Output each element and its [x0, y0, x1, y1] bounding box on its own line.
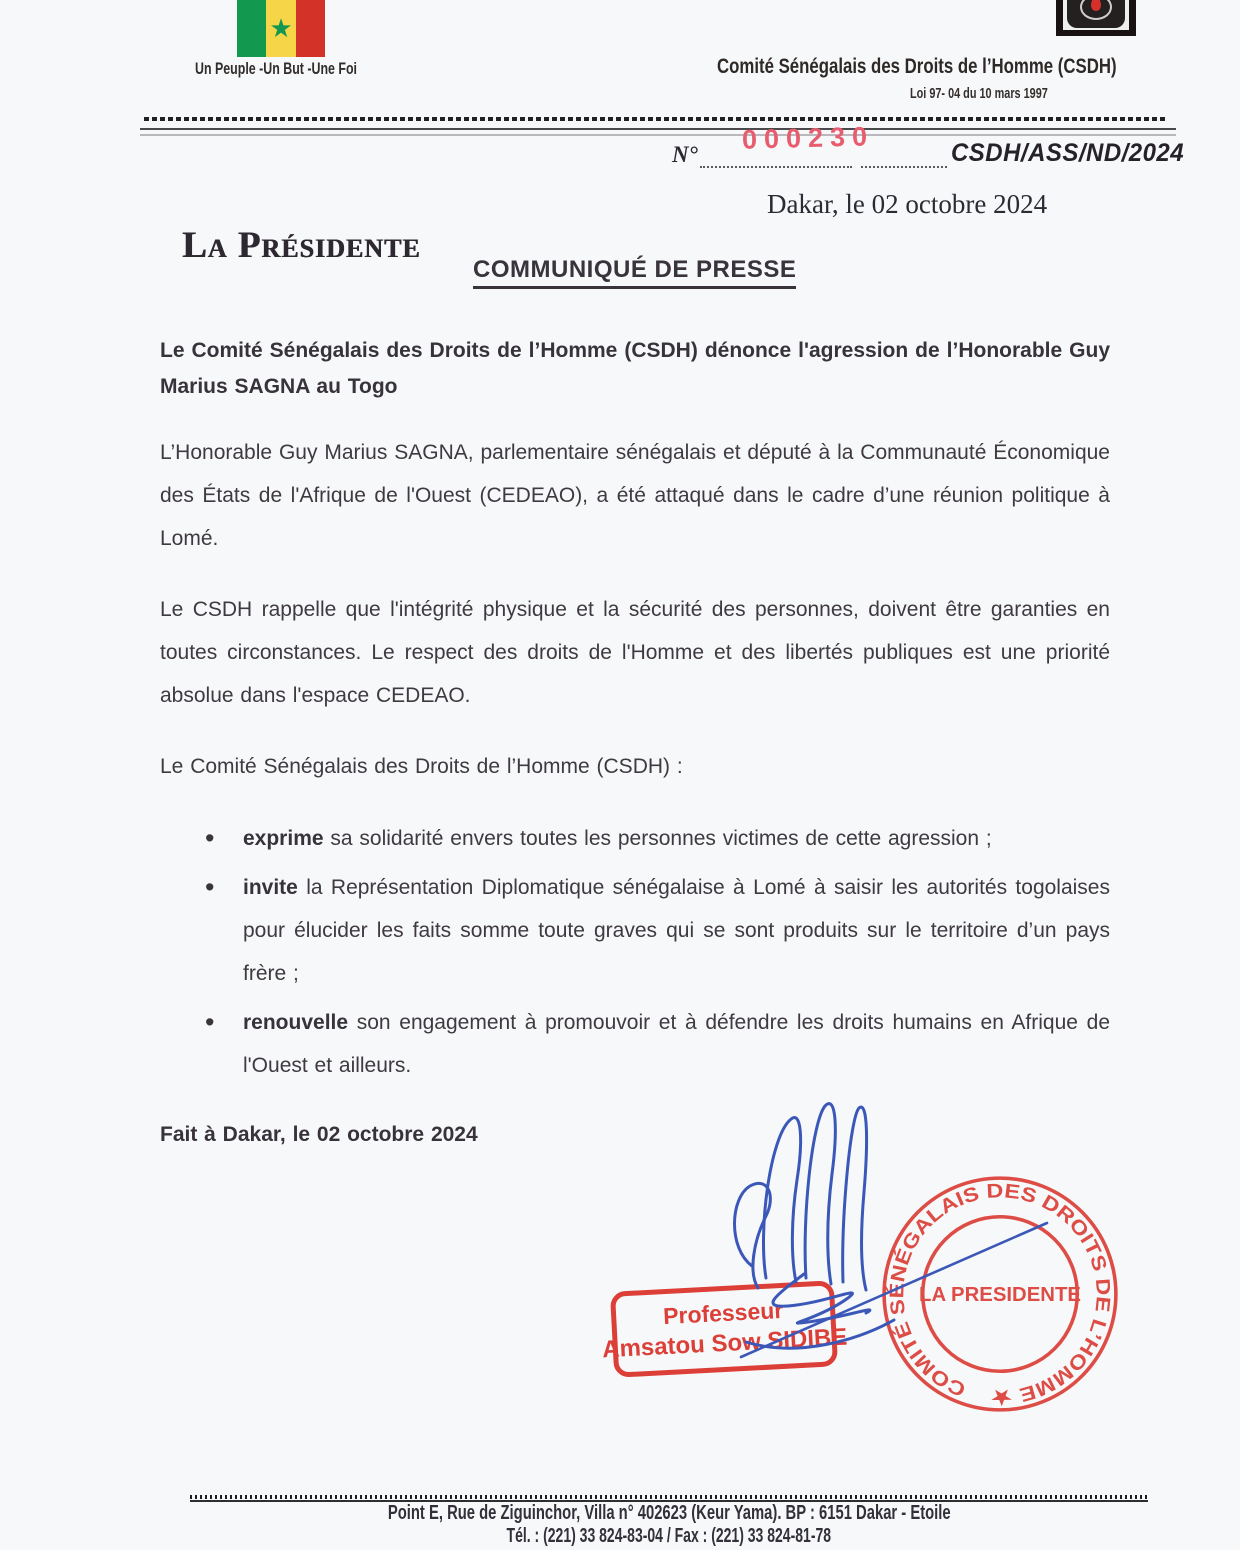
signature-strokes — [735, 1104, 1048, 1357]
document-body — [160, 333, 1110, 1156]
law-reference: Loi 97- 04 du 10 mars 1997 — [910, 86, 1048, 102]
date-line: Dakar, le 02 octobre 2024 — [767, 189, 1048, 219]
name-stamp-name: Amsatou Sow SIDIBE — [601, 1323, 848, 1364]
organization-name: Comité Sénégalais des Droits de l’Homme (CSDH) — [717, 55, 1117, 78]
footer-rule — [190, 1495, 1148, 1502]
header-double-rule — [140, 128, 1176, 136]
bullet-item-invite: • invite la Représentation Diplomatique sénégalaise à Lomé à saisir les autorités togolaises pour élucider les faits somme toute graves qui se sont produits sur le territoire d’un pays frère ; — [160, 866, 1110, 995]
reference-code: CSDH/ASS/ND/2024 — [950, 139, 1184, 167]
document-title: Le Comité Sénégalais des Droits de l’Homme (CSDH) dénonce l'agression de l’Honorable Guy Marius SAGNA au Togo — [160, 339, 1110, 398]
paragraph-3: Le Comité Sénégalais des Droits de l’Homme (CSDH) : — [160, 755, 683, 778]
press-release-heading: COMMUNIQUÉ DE PRESSE — [473, 256, 796, 289]
stamped-serial-number: 000230 — [741, 121, 875, 155]
national-motto: Un Peuple -Un But -Une Foi — [195, 59, 358, 78]
bullet-item-renouvelle: • renouvelle son engagement à promouvoir et à défendre les droits humains en Afrique de l'Ouest et ailleurs. — [160, 1001, 1110, 1087]
csdh-logo-inner — [1063, 0, 1129, 30]
handwritten-signature — [600, 1080, 1140, 1400]
csdh-logo — [1056, 0, 1136, 36]
paragraph-2: Le CSDH rappelle que l'intégrité physique et la sécurité des personnes, doivent être garanties en toutes circonstances. Le respect des droits de l'Homme et des libertés publiques est une priorité absolue dans l'espace CEDEAO. — [160, 598, 1110, 707]
stamp-center-text: LA PRESIDENTE — [919, 1284, 1081, 1307]
senegal-flag — [237, 0, 325, 57]
flag-green-stripe — [237, 0, 266, 57]
flag-star-icon: ★ — [269, 12, 293, 43]
bullet-list — [160, 817, 1110, 1087]
president-heading: La Présidente — [182, 225, 421, 266]
footer-phone: Tél. : (221) 33 824-83-04 / Fax : (221) 33 824-81-78 — [506, 1525, 832, 1547]
footer-address: Point E, Rue de Ziguinchor, Villa n° 402623 (Keur Yama). BP : 6151 Dakar - Etoile — [387, 1502, 951, 1524]
csdh-logo-flame-icon — [1091, 0, 1101, 11]
paragraph-1: L’Honorable Guy Marius SAGNA, parlementaire sénégalais et député à la Communauté Économique des États de l'Afrique de l'Ouest (CEDEAO), a été attaqué dans le cadre d’une réunion politique à Lomé. — [160, 441, 1110, 550]
stamp-ring-text: COMITÉ SÉNÉGALAIS DES DROITS DE L’HOMME ★ — [886, 1180, 1114, 1408]
flag-yellow-stripe — [266, 0, 295, 57]
csdh-logo-emblem — [1067, 0, 1125, 28]
footer-dotted-rule — [190, 1495, 1148, 1499]
bullet-item-exprime: • exprime sa solidarité envers toutes les personnes victimes de cette agression ; — [160, 817, 1110, 860]
name-stamp-title: Professeur — [662, 1296, 784, 1330]
header-dashed-rule — [144, 117, 1166, 121]
flag-red-stripe — [296, 0, 325, 57]
closing-line: Fait à Dakar, le 02 octobre 2024 — [160, 1123, 478, 1146]
reference-prefix: N° — [672, 142, 698, 167]
